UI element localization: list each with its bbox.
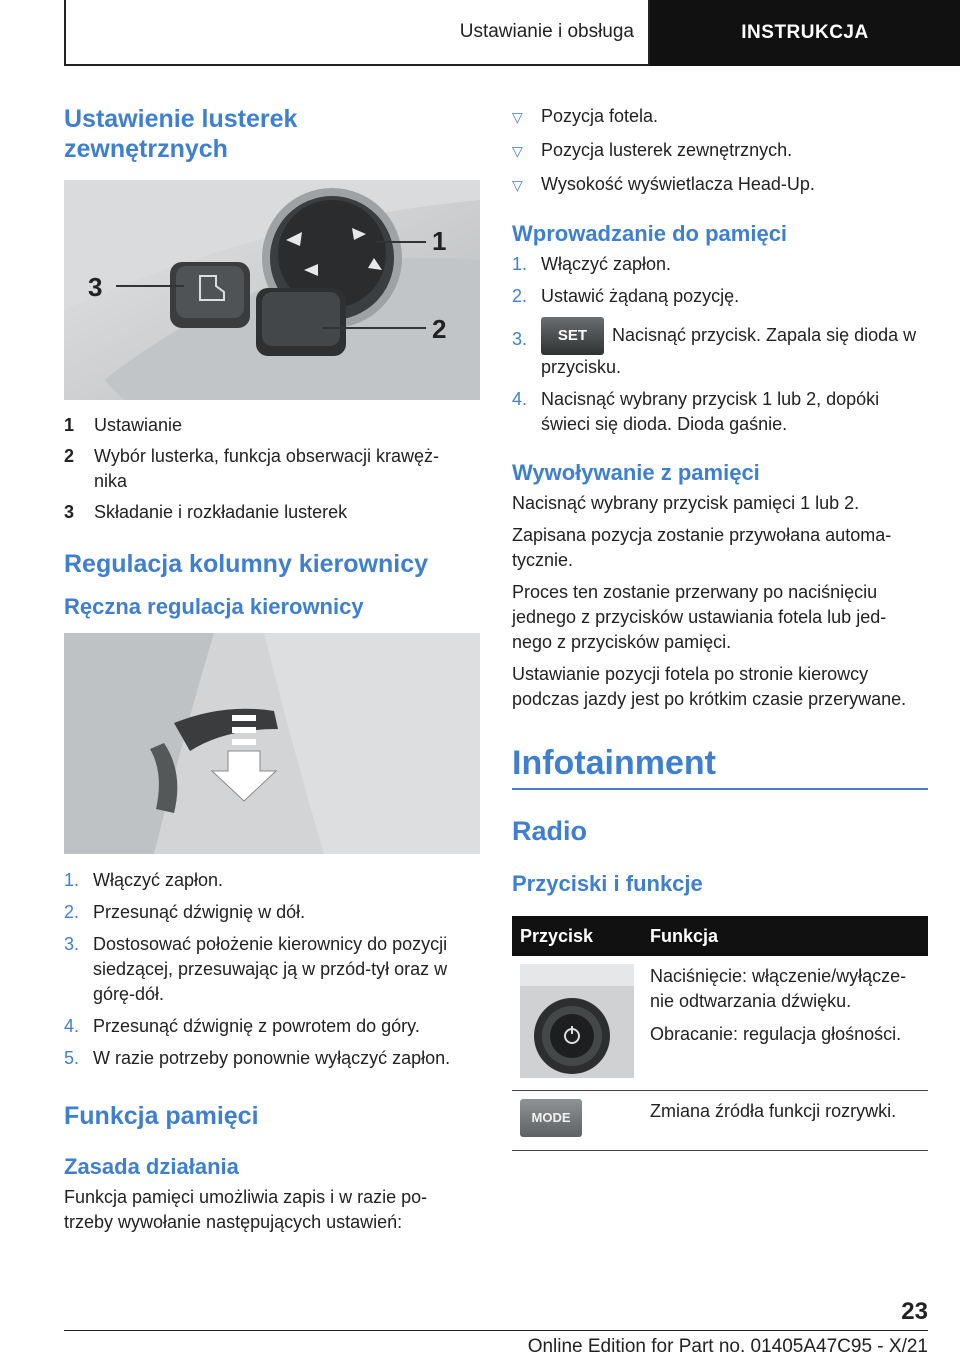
steering-subheading: Ręczna regulacja kierownicy <box>64 594 364 619</box>
footer-rule <box>64 1330 928 1331</box>
list-item: 4. Przesunąć dźwignię z powrotem do góry. <box>64 1016 420 1036</box>
store-steps <box>512 252 928 437</box>
steering-lever-illustration <box>64 633 480 854</box>
list-item: 4. Nacisnąć wybrany przycisk 1 lub 2, dopóki świeci się dioda. Dioda gaśnie. <box>512 389 880 434</box>
table-cell-text: Zmiana źródła funkcji rozrywki. <box>650 1100 897 1121</box>
recall-paragraph: Ustawianie pozycji fotela po stronie kierowcy podczas jazdy jest po krótkim czasie przerywane. <box>512 664 907 709</box>
triangle-bullet-icon: ▽ <box>512 109 523 125</box>
section-title: Ustawianie i obsługa <box>64 0 650 66</box>
page-header <box>64 0 960 66</box>
manual-tab[interactable]: INSTRUKCJA <box>650 0 960 66</box>
steering-steps <box>64 868 480 1071</box>
bullet-item: ▽ Pozycja fotela. <box>512 104 928 130</box>
infotainment-heading: Infotainment <box>512 744 716 782</box>
list-item: 2. Przesunąć dźwignię w dół. <box>64 902 306 922</box>
edition-text: Online Edition for Part no. 01405A47C95 - X/21 <box>527 1336 928 1357</box>
recall-heading: Wywoływanie z pamięci <box>512 460 760 485</box>
table-cell-text: Naciśnięcie: włączenie/wyłącze-nie odtwarzania dźwięku. <box>650 966 907 1011</box>
table-header: Przycisk <box>512 916 642 956</box>
recall-paragraph: Zapisana pozycja zostanie przywołana automa-tycznie. <box>512 525 892 570</box>
memory-text: Funkcja pamięci umożliwia zapis i w razie po-trzeby wywołanie następujących ustawień: <box>64 1187 428 1232</box>
mirror-legend <box>64 413 480 525</box>
list-item: 3. Dostosować położenie kierownicy do pozycji siedzącej, przesuwając ją w przód-tył oraz w górę-dół. <box>64 934 448 1004</box>
triangle-bullet-icon: ▽ <box>512 143 523 159</box>
table-header: Funkcja <box>642 916 928 956</box>
radio-heading: Radio <box>512 816 588 846</box>
table-cell-text: Obracanie: regulacja głośności. <box>650 1024 902 1044</box>
steering-heading: Regulacja kolumny kierownicy <box>64 550 429 578</box>
list-item: 5. W razie potrzeby ponownie wyłączyć zapłon. <box>64 1048 451 1068</box>
store-heading: Wprowadzanie do pamięci <box>512 221 788 246</box>
mirror-label-1: 1 <box>432 226 447 256</box>
steering-lever-image <box>64 633 480 854</box>
right-column <box>512 104 928 1151</box>
legend-item: 1 Ustawianie <box>64 415 183 435</box>
page-number: 23 <box>901 1298 928 1325</box>
mode-button-icon: MODE <box>520 1099 582 1137</box>
bullet-item: ▽ Pozycja lusterek zewnętrznych. <box>512 138 928 164</box>
memory-subheading: Zasada działania <box>64 1154 239 1179</box>
bullet-item: ▽ Wysokość wyświetlacza Head-Up. <box>512 172 928 198</box>
table-row <box>512 1090 928 1150</box>
buttons-heading: Przyciski i funkcje <box>512 871 703 896</box>
mirror-controls-illustration <box>64 180 480 400</box>
recall-paragraph: Proces ten zostanie przerwany po naciśnięciu jednego z przycisków ustawiania fotela lub jed-nego z przycisków pamięci. <box>512 582 887 652</box>
left-column <box>64 104 480 1235</box>
list-item: 3. SET Nacisnąć przycisk. Zapala się dioda w przycisku. <box>512 317 928 380</box>
heading-rule <box>512 788 928 790</box>
mirror-label-2: 2 <box>432 314 447 344</box>
table-row <box>512 956 928 1090</box>
legend-item: 3 Składanie i rozkładanie lusterek <box>64 502 348 522</box>
buttons-table <box>512 916 928 1151</box>
list-item: 1. Włączyć zapłon. <box>512 254 672 274</box>
list-item: 1. Włączyć zapłon. <box>64 870 224 890</box>
volume-knob-illustration <box>520 964 634 1078</box>
triangle-bullet-icon: ▽ <box>512 177 523 193</box>
mirror-controls-image <box>64 180 480 400</box>
recall-paragraph: Nacisnąć wybrany przycisk pamięci 1 lub 2. <box>512 493 860 513</box>
memory-heading: Funkcja pamięci <box>64 1102 259 1130</box>
set-button-icon: SET <box>541 317 604 355</box>
legend-item: 2 Wybór lusterka, funkcja obserwacji krawęż-nika <box>64 446 439 491</box>
memory-settings-list <box>512 104 928 198</box>
volume-knob-image <box>520 964 634 1078</box>
list-item: 2. Ustawić żądaną pozycję. <box>512 286 740 306</box>
mirror-heading: Ustawienie lusterek zewnętrznych <box>64 105 298 163</box>
table-header-row <box>512 916 928 956</box>
mirror-label-3: 3 <box>88 272 103 302</box>
